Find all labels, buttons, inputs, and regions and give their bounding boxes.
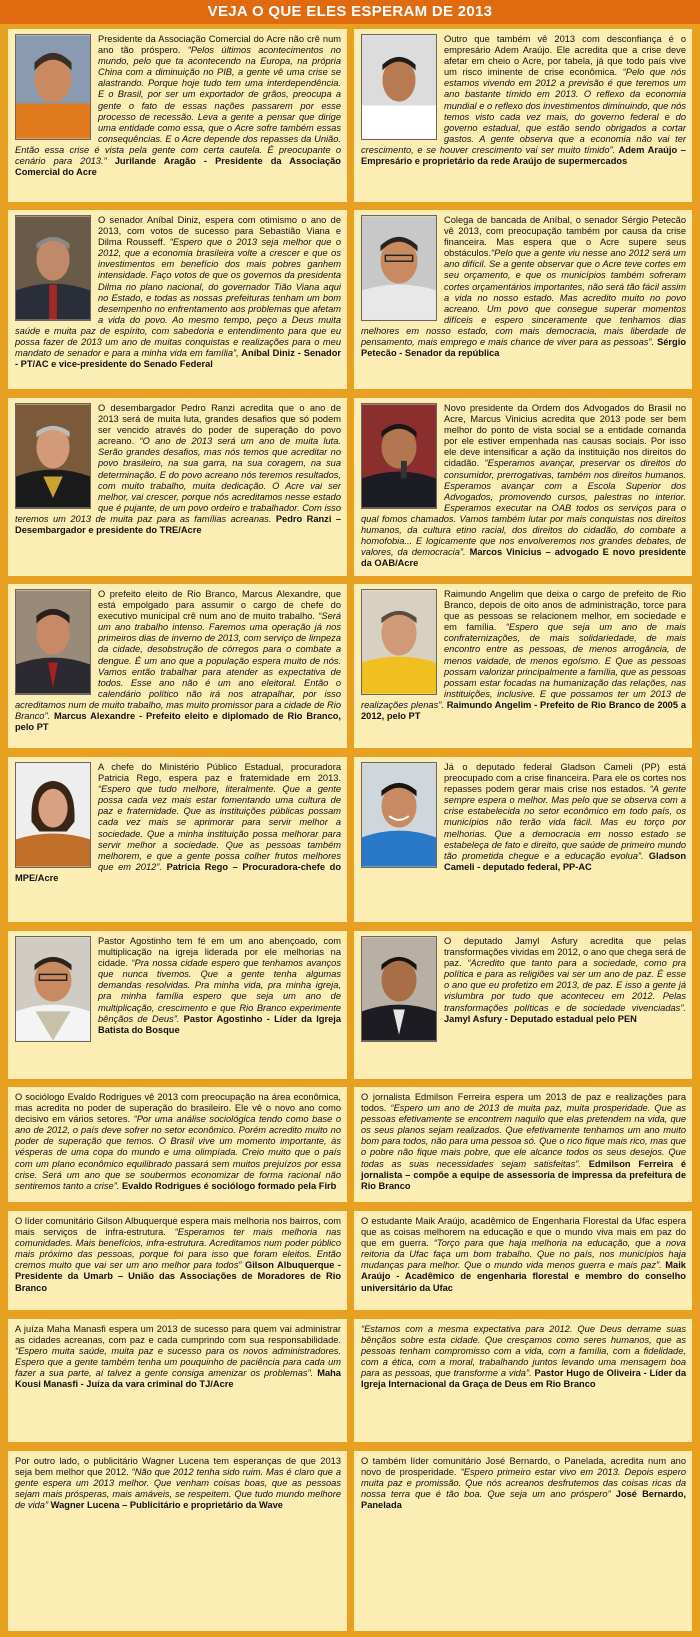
portrait-photo [361,589,437,695]
testimonial-card [8,1087,347,1202]
testimonial-card [354,1319,692,1442]
portrait-photo [15,215,91,321]
card-signature: Pastor Agostinho - Líder da Igreja Batista do Bosque [98,1013,341,1035]
portrait-photo [15,762,91,868]
card-intro: Presidente da Associação Comercial do Acre não crê num ano tão próspero. [98,34,341,56]
card-signature: Wagner Lucena – Publicitário e proprietário da Wave [48,1500,283,1511]
portrait-photo [361,215,437,321]
card-intro: A juíza Maha Manasfi espera um 2013 de sucesso para quem vai administrar as cidades acreanas, com paz e cada cumprindo com sua responsabilidade. [15,1324,341,1346]
card-quote: “Espero primeiro estar vivo em 2013. Depois espero muita paz e promissão. Que nós acreanos desfrutemos das coisas ricas da nossa terra que é tão boa. Que seja um ano próspero” [361,1467,686,1500]
card-quote: “Estamos com a mesma expectativa para 2012. Que Deus derrame suas bênçãos sobre esta cidade. Que cresçamos como seres humanos, que as pessoas tenham compromisso com a vida, com a família, com a fidelidade, com a ética, com a moral, trabalhando juntos levando uma mensagem boa para as pessoas, que transforme a vida”. [361,1324,686,1379]
card-quote: “Esperamos avançar, preservar os direitos do consumidor, prerrogativas, também nos direitos humanos. Esperamos avançar com a Escola Superior dos Advogados, promovendo cursos, palestras no interior. Esperamos executar na OAB todos os serviços para o qual fomos chamados. Vamos também lutar por mais conquistas nos direitos humanos, da cultura etino racial, dos direitos do cidadão, do combate a homofobia... E logicamente que nos envolveremos nos grandes debates, de valores, da democracia”. [361,458,686,558]
card-signature: Pastor Hugo de Oliveira - Líder da Igreja Internacional da Graça de Deus em Rio Branco [361,1368,686,1390]
card-intro: Raimundo Angelim que deixa o cargo de prefeito de Rio Branco, depois de oito anos de administração, torce para que as pessoas se relacionem melhor, em sociedade e em família. [444,589,686,633]
card-signature: Gilson Albuquerque - Presidente da Umarb – União das Associações de Moradores de Rio Branco [15,1260,342,1293]
card-intro: O sociólogo Evaldo Rodrigues vê 2013 com preocupação na área econômica, mas acredita no poder de superação do brasileiro. Ele vê o novo ano como decisivo em vários setores. [15,1092,341,1125]
testimonial-card [8,1211,347,1310]
card-quote: “Por uma análise sociológica tendo como base o ano de 2012, o país deve sofrer no setor econômico. Porém acredito muito no poder de superação que temos. O Brasil vive um momento importante, às vésperas de uma copa do mundo e uma olimpíada. Creio muito que o país com um plano econômico equilibrado passará sem muitos prejuízos por essa crise. Será um ano que se soubermos economizar de forma racional não sentiremos tanto a crise”. [15,1114,341,1191]
card-intro: Já o deputado federal Gladson Cameli (PP) está preocupado com a crise financeira. Para ele os cortes nos repasses podem gerar mais crise nos estados. [444,762,686,795]
testimonial-card [354,1451,692,1631]
card-quote: “Torço para que haja melhoria na educação, que a nova reitoria da Ufac faça um bom trabalho. Que no país, nos municípios haja mudanças para melhor. Que o mundo vida menos guerra e mais paz”. [361,1238,686,1271]
testimonial-card [354,1211,692,1310]
portrait-photo [15,589,91,695]
card-signature: Pedro Ranzi – Desembargador e presidente do TRE/Acre [15,513,342,536]
card-signature: Jurilande Aragão - Presidente da Associação Comercial do Acre [15,156,341,178]
testimonial-card [8,1451,347,1631]
portrait-photo [361,936,437,1042]
card-signature: Sérgio Petecão - Senador da república [361,337,686,359]
testimonial-card [354,210,692,389]
card-quote: “Acredito que tanto para a sociedade, como pra política e para as religiões vai ser um ano de paz. É esse o ano que eu profetizo em 2013, de paz. E isso a gente já vislumbra por tudo que aconteceu em 2012. Pelas transformações políticas e de sociedade vivenciadas”. [444,958,687,1013]
testimonial-card [354,1087,692,1202]
card-intro: O jornalista Edmilson Ferreira espera um 2013 de paz e realizações para todos. [361,1092,686,1114]
card-signature: Jamyl Asfury - Deputado estadual pelo PEN [444,1013,637,1024]
portrait-photo [15,936,91,1042]
card-intro: O estudante Maik Araújo, acadêmico de Engenharia Florestal da Ufac espera que as coisas melhorem na educação e que o mundo viva mais em paz do que em guerra. [361,1216,686,1249]
card-quote: “Espero que o 2013 seja melhor que o 2012, que a economia brasileira volte a crescer e que os investimentos em benefício dos mais pobres ganhem intensidade. Faço votos de que os governos da presidenta Dilma no plano nacional, do governador Tião Viana aqui no Estado, e todas as nossas prefeituras tenham um bom desempenho no enfrentamento aos problemas que afetam a vida do povo. Ao mesmo tempo, peço a Deus muita saúde e muita paz de espírito, com sabedoria e entendimento para que eu possa fazer de 2013 um ano de muitas conquistas e realizações para o meu mandato de senador e para a minha vida em família”, [15,237,341,359]
testimonial-card [354,29,692,202]
card-intro: O líder comunitário Gilson Albuquerque espera mais melhoria nos bairros, com mais serviços de infra-estrutura. [15,1216,341,1238]
card-quote: “Pelos últimos acontecimentos no mundo, pelo que ta acontecendo na Europa, na própria China com a diminuição no PIB, a gente vê uma crise se alastrando. Porque hoje tudo tem uma interdependência. E o Brasil, por ser um exportador de grãos, preocupa a gente o fato de essas nações passarem por esse processo de recessão. Leva a gente a pensar que dirige uma entidade como essa, que o Acre sofre também essas consequências. E o Acre depende dos repasses da União. Então essa crise é vista pela gente com certa cautela. É preocupante o cenário para 2013.” [15,45,341,167]
testimonial-card [354,757,692,922]
card-quote: “Pra nossa cidade espero que tenhamos avanços que nunca tivemos. Que a gente tenha algumas demandas resolvidas. Pra minha vida, pra minha igreja, pra minha família espero que seja um ano de multiplicação, crescimento e que Rio Branco experimente bênçãos de Deus”. [98,958,341,1024]
card-signature: Gladson Cameli - deputado federal, PP-AC [444,850,687,872]
card-signature: Raimundo Angelim - Prefeito de Rio Branco de 2005 a 2012, pelo PT [361,699,686,722]
card-intro: Novo presidente da Ordem dos Advogados do Brasil no Acre, Marcus Vinicius acredita que 2013 pode ser bem melhor do ponto de vista social se a entidade comanda por ele estiver empenhada nas causas sociais. Por isso ele deve intensificar a ação da instituição nos direitos do cidadão. [444,403,686,469]
card-intro: Pastor Agostinho tem fé em um ano abençoado, com multiplicação na igreja liderada por ele melhorias na cidade. [98,936,341,969]
card-signature: Edmilson Ferreira é jornalista – compõe a equipe de assessoria de impressa da prefeitura de Rio Branco [361,1158,686,1191]
card-quote: “Pelo que a gente viu nesse ano 2012 será um ano difícil. Se a gente observar que o Acre teve cortes em seu orçamento, e que os municípios também sofreram cortes orçamentários importantes, não será tão fácil assim a vida no nosso estado. Mas acredito muito no povo acreano. Um povo que consegue superar momentos difíceis e espero sinceramente que tenhamos dias melhores em nosso estado, com mais democracia, mais liberdade de pensamento, mais emprego e mais chance de viver para as pessoas”. [361,248,686,348]
card-intro: O desembargador Pedro Ranzi acredita que o ano de 2013 será de muita luta, grandes desafios que só podem ser vencido através do poder de superação do povo acreano. [98,403,341,447]
card-quote: “Espero muita saúde, muita paz e sucesso para os novos administradores. Espero que a gente também tenha um pouquinho de paciência para cada um fazer a sua parte, aí talvez a gente consiga amenizar os problemas”. [15,1346,341,1379]
card-intro: Colega de bancada de Aníbal, o senador Sérgio Petecão vê 2013, com preocupação também por causa da crise financeira. Mas espera que o Acre supere seus obstáculos. [444,215,686,259]
card-signature: José Bernardo, Panelada [361,1489,686,1511]
card-intro: Outro que também vê 2013 com desconfiança é o empresário Adem Araújo. Ele acredita que a crise deve afetar em cheio o Acre, por tabela, já que todo país vive um risco iminente de crise econômica. [444,34,686,78]
card-signature: Marcus Alexandre - Prefeito eleito e diplomado de Rio Branco, pelo PT [15,711,341,733]
page-title: VEJA O QUE ELES ESPERAM DE 2013 [0,0,700,24]
testimonial-card [8,398,347,576]
portrait-photo [361,34,437,140]
card-quote: “Será um ano trabalho intenso. Faremos uma operação já nos primeiros dias de inverno de 2013, com serviço de limpeza da cidade, desobstrução de córregos para o combate a dengue. É um ano que a população espera muito de nós. Vamos então trabalhar para atender as expectativa de todos. Esse ano não é um ano eleitoral. Então o calendário político não irá nos atrapalhar, por isso acreditamos num de muito trabalho, mas muito promissor para a cidade de Rio Branco”. [15,611,341,722]
card-intro: O também líder comunitário José Bernardo, o Panelada, acredita num ano novo de prosperidade. [361,1456,686,1478]
card-signature: Marcos Vinicius – advogado E novo presidente da OAB/Acre [361,547,686,569]
card-signature: Adem Araújo – Empresário e proprietário da rede Araújo de supermercados [361,144,686,167]
portrait-photo [361,762,437,868]
card-quote: “Espero que seja um ano de mais confraternizações, de mais solidariedade, de mais encontro entre as pessoas, de menos arrogância, de menos vaidade, de menos egoísmo. E Que as pessoas possam valorizar principalmente a família, que as pessoas possam estar focadas na humanização das relações, nas instituições, inclusive. E que possamos ter um 2013 de realizações plenas”. [361,622,686,710]
testimonial-card [8,210,347,389]
testimonial-card [354,398,692,576]
portrait-photo [361,403,437,509]
card-intro: Por outro lado, o publicitário Wagner Lucena tem esperanças de que 2013 seja bem melhor que 2012. [15,1456,341,1478]
testimonial-card [354,584,692,748]
portrait-photo [15,34,91,140]
card-quote: “Espero que tudo melhore, literalmente. Que a gente possa cada vez mais estar fomentando uma cultura de paz e fraternidade. Que as instituições públicas possam cada vez mais se aprimorar para servir melhor a sociedade. Que a minha instituição possa melhorar para servir melhor a sociedade. Que as pessoas também melhorem, e que a gente possa colher frutos melhores que em 2012”. [98,784,341,872]
card-quote: “Não que 2012 tenha sido ruim. Mas é claro que a gente espera um 2013 melhor. Que venham coisas boas, que as pessoas sejam mais prósperas, mais amáveis, se respeitem. Que tudo mundo melhore de vida” [15,1467,341,1511]
testimonial-card [8,584,347,748]
card-signature: Maik Araújo - Acadêmico de engenharia florestal e membro do conselho universitário da Ufac [361,1260,686,1293]
card-signature: Maha Kousi Manasfi - Juíza da vara criminal do TJ/Acre [15,1368,341,1390]
card-quote: “A gente sempre espera o melhor. Mas pelo que se observa com a crise estabelecida no setor econômico em todo país, os municípios não terão vida fácil. Mas eu torço por melhorias. Que a democracia em nosso estado se estabeleça de fato e direito, que saúde de primeiro mundo tão prometida chegue e a educação evolua”. [444,784,686,861]
card-signature: Patrícia Rego – Procuradora-chefe do MPE/Acre [15,861,341,883]
testimonial-card [8,29,347,202]
testimonial-card [354,931,692,1079]
testimonial-card [8,931,347,1079]
card-intro: O deputado Jamyl Asfury acredita que pelas transformações vividas em 2012, o ano que chega será de paz. [444,936,686,969]
card-intro: O prefeito eleito de Rio Branco, Marcus Alexandre, que está empolgado para assumir o cargo de chefe do executivo municipal crê num ano de muito trabalho. [98,589,341,622]
card-quote: “Pelo que nós estamos vivendo em 2012 a previsão é que teremos um ano bastante tímido em 2013. O reflexo da economia mundial e o reflexo dos investimentos diminuindo, que nós temos visto cada vez mais, do governo federal e do governo estadual, que estão sendo obrigados a cortar gastos. A gente observa que a economia não vai ter crescimento, e se houver crescimento vai ser muito tímido”. [361,67,686,155]
testimonial-card [8,1319,347,1442]
card-signature: Evaldo Rodrigues é sociólogo formado pela Firb [119,1180,337,1191]
card-intro: O senador Aníbal Diniz, espera com otimismo o ano de 2013, com votos de sucesso para Sebastião Viana e Dilma Rousseff. [98,215,341,248]
card-quote: “O ano de 2013 será um ano de muita luta. Serão grandes desafios, mas nós temos que acreditar no povo brasileiro, na sua garra, na sua coragem, na sua determinação. E do povo acreano nós teremos resultados, com muito trabalho, muita dedicação. O Acre vai ser melhor, vai crescer, porque nós acreditamos nesse estado que é pujante, de um povo ordeiro e trabalhador. Com isso teremos um 2013 de muita paz para as famílias acreanas. [15,436,341,524]
portrait-photo [15,403,91,509]
card-quote: “Espero um ano de 2013 de muita paz, muita prosperidade. Que as pessoas efetivamente se encontrem naquilo que elas pretendem na vida, que os seus planos sejam realizados. Que efetivamente tenhamos um ano muito bom para todos, não para uma pessoa só. Que o rico fique mais rico, mas que o pobre não fique mais pobre, que ele alcance todos os seus desejos. Que todas as suas necessidades sejam satisfeitas”. [361,1103,686,1169]
card-quote: “Esperamos ter mais melhoria nas comunidades. Mais benefícios, infra-estrutura. Acreditamos num poder público mais próximo das pessoas, porque foi para isso que foram eleitos. Então cremos muito que vai ser um ano melhor para todos” [15,1227,341,1271]
card-signature: Aníbal Diniz - Senador - PT/AC e vice-presidente do Senado Federal [15,348,341,370]
card-intro: A chefe do Ministério Público Estadual, procuradora Patricia Rego, espera paz e fraternidade em 2013. [98,762,341,784]
testimonial-card [8,757,347,922]
